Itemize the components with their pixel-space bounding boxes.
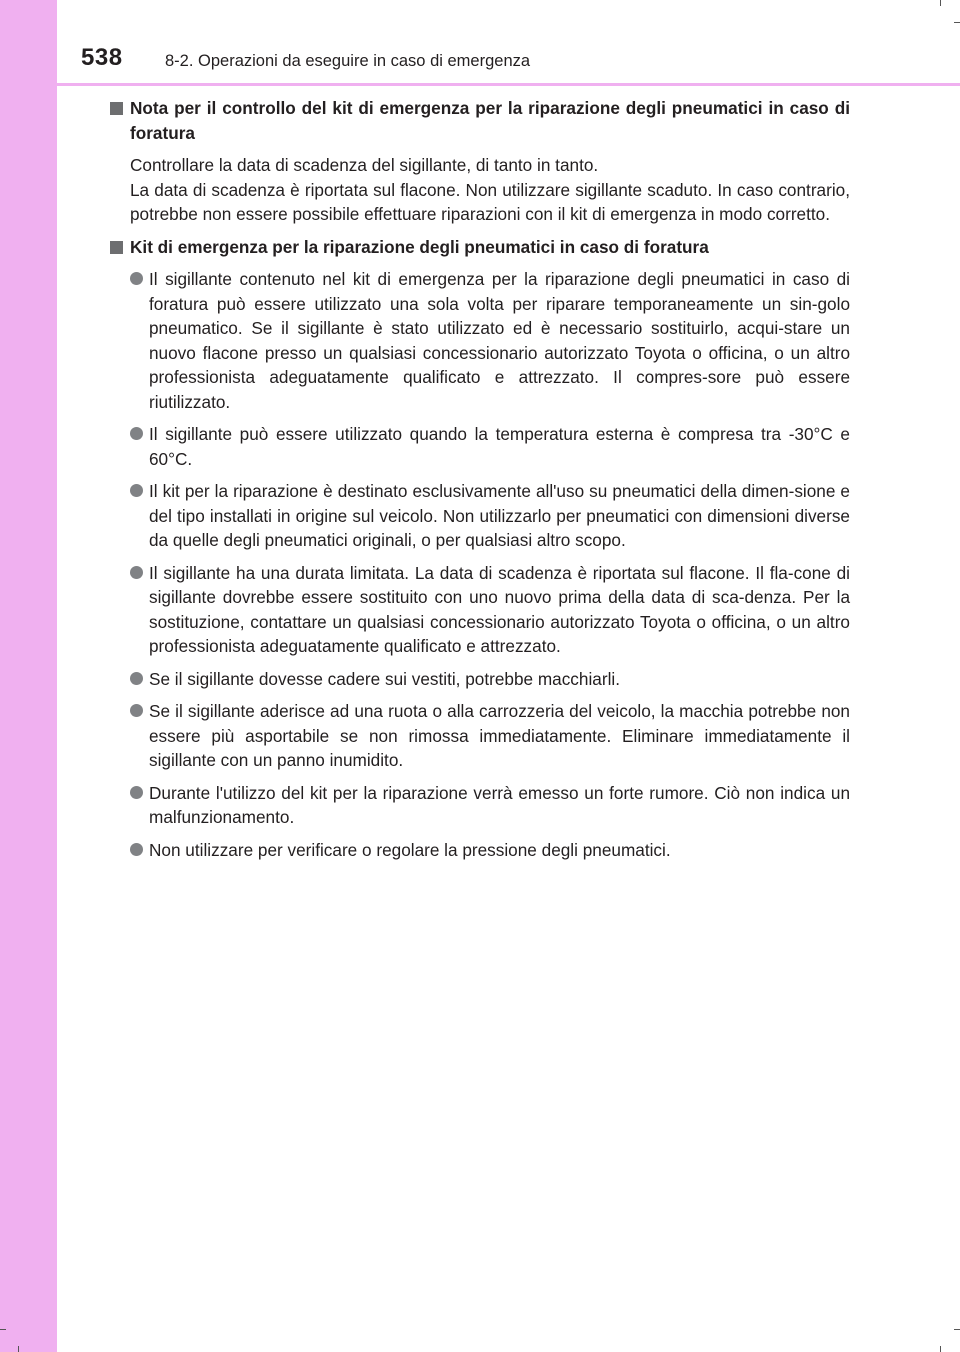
list-item-text: Il sigillante contenuto nel kit di emergenza per la riparazione degli pneumatici in caso di foratura può essere utilizzato una sola volta per riparare temporaneamente un sin-golo pneumatico. Se il sigillante è stato utilizzato ed è necessario sostituirlo, acqui-stare un nuovo flacone presso un qualsiasi concessionario autorizzato Toyota o officina, o un altro professionista adeguatamente qualificato e attrezzato. Il compres-sore può essere riutilizzato. <box>149 269 850 412</box>
list-item <box>130 561 850 659</box>
crop-mark <box>940 0 941 6</box>
section-title: Nota per il controllo del kit di emergenza per la riparazione degli pneumatici in caso di foratura <box>130 98 850 143</box>
header-rule <box>57 83 960 86</box>
chapter-title: 8-2. Operazioni da eseguire in caso di emergenza <box>165 52 531 70</box>
round-bullet-icon <box>130 786 143 799</box>
page-content <box>110 96 850 870</box>
crop-mark <box>0 1329 6 1330</box>
square-bullet-icon <box>110 241 123 254</box>
page-number: 538 <box>81 44 123 71</box>
round-bullet-icon <box>130 484 143 497</box>
list-item-text: Non utilizzare per verificare o regolare la pressione degli pneumatici. <box>149 839 671 860</box>
list-item-text: Se il sigillante dovesse cadere sui vestiti, potrebbe macchiarli. <box>149 668 620 689</box>
round-bullet-icon <box>130 672 143 685</box>
round-bullet-icon <box>130 272 143 285</box>
list-item <box>130 838 850 863</box>
section-kit-check-note <box>110 96 850 227</box>
section-emergency-kit <box>110 235 850 863</box>
list-item <box>130 422 850 471</box>
list-item-text: Se il sigillante aderisce ad una ruota o alla carrozzeria del veicolo, la macchia potrebbe non essere più asportabile se non rimossa immediatamente. Eliminare immediatamente il sigillante con un panno inumidito. <box>149 701 850 770</box>
section-title: Kit di emergenza per la riparazione degli pneumatici in caso di foratura <box>130 236 709 257</box>
list-item <box>130 479 850 553</box>
paragraph: La data di scadenza è riportata sul flacone. Non utilizzare sigillante scaduto. In caso contrario, potrebbe non essere possibile effettuare riparazioni con il kit di emergenza in modo corretto. <box>130 179 850 224</box>
square-bullet-icon <box>110 102 123 115</box>
list-item-text: Durante l'utilizzo del kit per la riparazione verrà emesso un forte rumore. Ciò non indica un malfunzionamento. <box>149 782 850 827</box>
round-bullet-icon <box>130 843 143 856</box>
round-bullet-icon <box>130 566 143 579</box>
round-bullet-icon <box>130 427 143 440</box>
round-bullet-icon <box>130 704 143 717</box>
side-color-band <box>0 0 57 1352</box>
list-item <box>130 267 850 414</box>
list-item <box>130 781 850 830</box>
section-body <box>130 153 850 227</box>
crop-mark <box>18 1346 19 1352</box>
list-item-text: Il kit per la riparazione è destinato esclusivamente all'uso su pneumatici della dimen-sione e del tipo installati in origine sul veicolo. Non utilizzarlo per pneumatici con dimensioni diverse da quelle degli pneumatici originali, o per qualsiasi altro scopo. <box>149 481 850 550</box>
crop-mark <box>954 22 960 23</box>
list-item <box>130 699 850 773</box>
crop-mark <box>940 1346 941 1352</box>
list-item-text: Il sigillante ha una durata limitata. La data di scadenza è riportata sul flacone. Il fla-cone di sigillante dovrebbe essere sostituito con uno nuovo prima della data di sca-denza. Per la sostituzione, contattare un qualsiasi concessionario autorizzato Toyota o officina, o un altro professionista adeguatamente qualificato e attrezzato. <box>149 562 850 656</box>
paragraph: Controllare la data di scadenza del sigillante, di tanto in tanto. <box>130 155 599 175</box>
list-item <box>130 667 850 692</box>
crop-mark <box>954 1329 960 1330</box>
list-item-text: Il sigillante può essere utilizzato quando la temperatura esterna è compresa tra -30°C e 60°C. <box>149 424 850 469</box>
page-header <box>57 0 960 86</box>
